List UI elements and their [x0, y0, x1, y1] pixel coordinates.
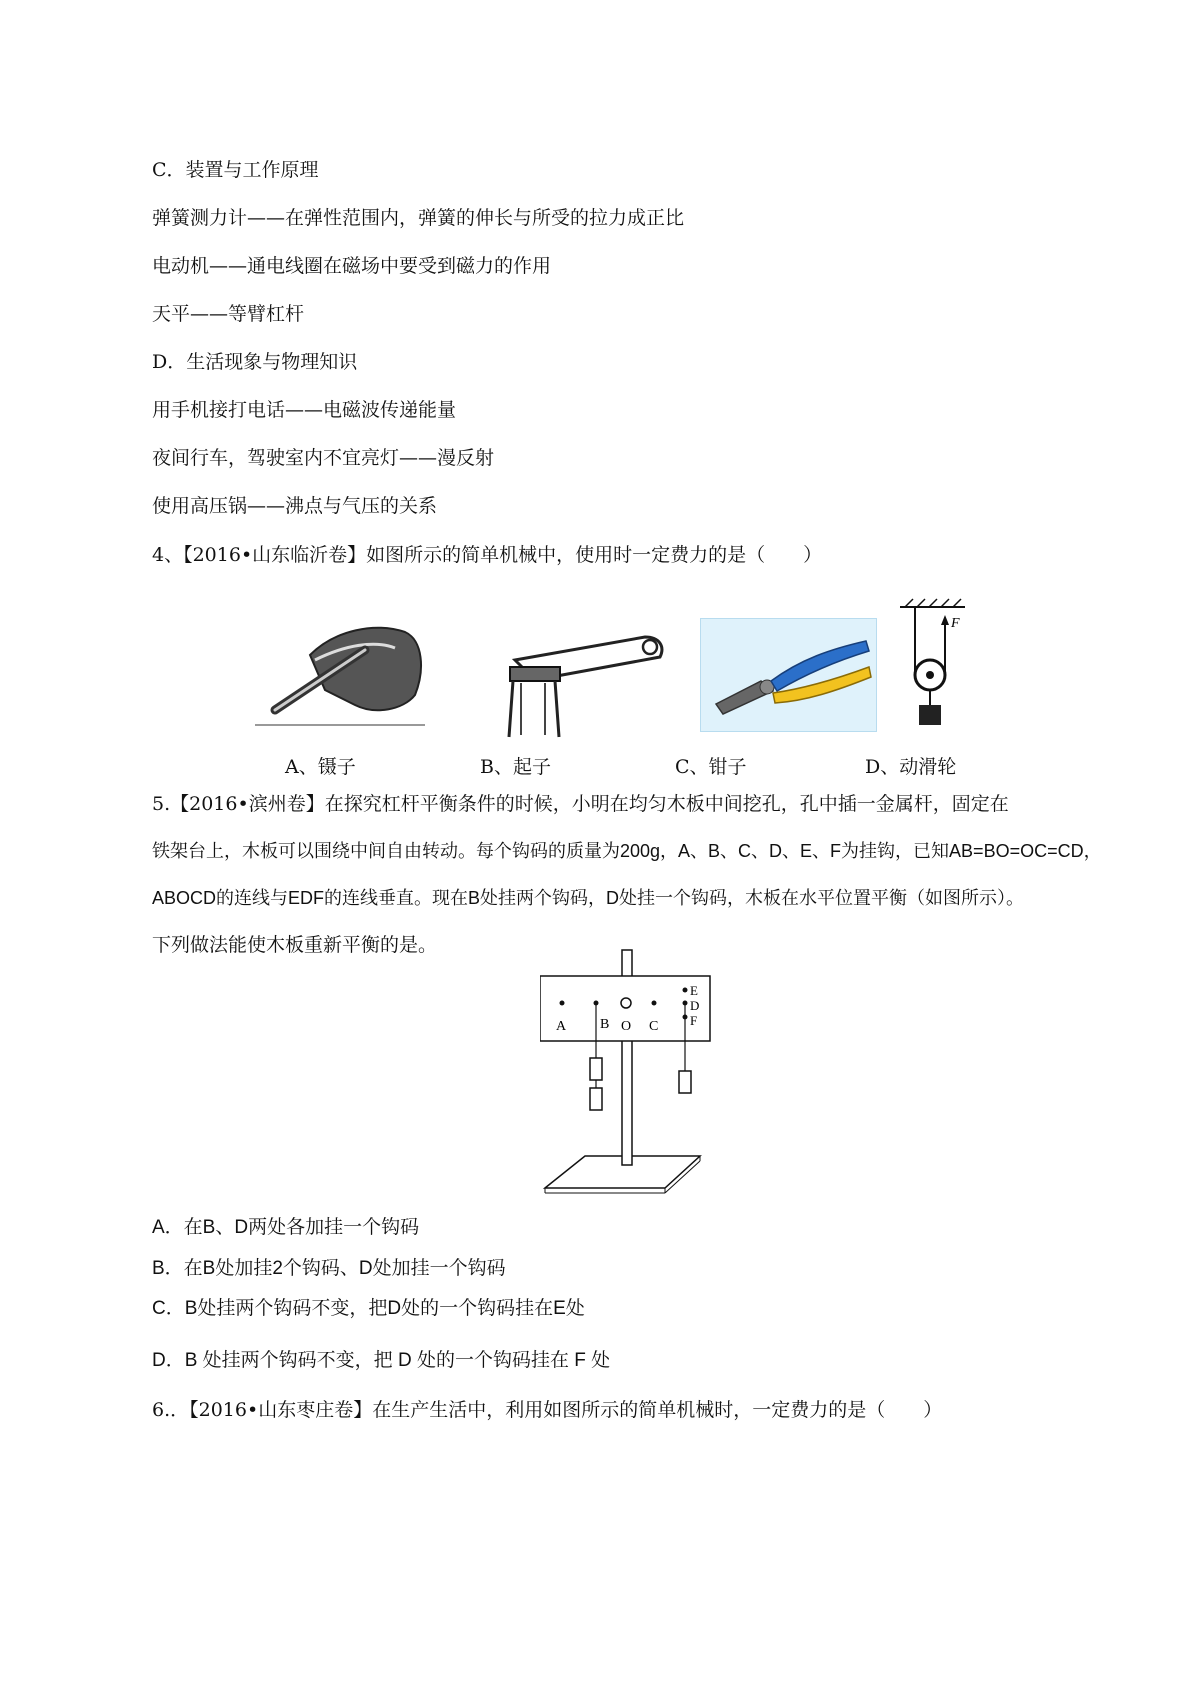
bottle-opener-image — [495, 625, 670, 740]
question-6-stem: 6.．【2016•山东枣庄卷】在生产生活中，利用如图所示的简单机械时，一定费力的是（ ） — [152, 1399, 943, 1421]
section-d-item: 用手机接打电话——电磁波传递能量 — [152, 399, 457, 421]
section-c-item: 天平——等臂杠杆 — [152, 303, 305, 325]
point-c-label: C — [649, 1019, 659, 1034]
question-5-stem-line: 下列做法能使木板重新平衡的是。 — [152, 934, 438, 956]
question-5-stem-line: 5.【2016•滨州卷】在探究杠杆平衡条件的时候，小明在均匀木板中间挖孔，孔中插一金属杆，固定在 — [152, 793, 1009, 815]
point-o-label: O — [621, 1019, 632, 1034]
section-d-heading: D．生活现象与物理知识 — [152, 351, 358, 373]
option-c-pliers: C、钳子 — [675, 756, 747, 778]
question-5-option-b: B．在B处加挂2个钩码、D处加挂一个钩码 — [152, 1258, 506, 1279]
pliers-image — [700, 618, 877, 732]
option-b-opener: B、起子 — [480, 756, 551, 778]
point-e-label: E — [690, 983, 698, 998]
question-5-option-a: A．在B、D两处各加挂一个钩码 — [152, 1217, 420, 1238]
section-d-item: 使用高压锅——沸点与气压的关系 — [152, 495, 438, 517]
question-4-stem: 4、【2016•山东临沂卷】如图所示的简单机械中，使用时一定费力的是（ ） — [152, 544, 823, 566]
tweezers-image — [255, 610, 425, 730]
option-a-tweezers: A、镊子 — [285, 756, 356, 778]
section-d-item: 夜间行车，驾驶室内不宜亮灯——漫反射 — [152, 447, 495, 469]
movable-pulley-image — [895, 595, 975, 730]
point-d-label: D — [690, 998, 700, 1013]
question-5-stem-line: ABOCD的连线与EDF的连线垂直。现在B处挂两个钩码，D处挂一个钩码，木板在水平位置平衡（如图所示）。 — [152, 888, 1025, 908]
point-a-label: A — [556, 1019, 567, 1034]
lever-apparatus-diagram — [540, 948, 730, 1198]
question-5-option-d: D．B 处挂两个钩码不变，把 D 处的一个钩码挂在 F 处 — [152, 1350, 611, 1371]
point-b-label: B — [600, 1017, 610, 1032]
section-c-heading: C．装置与工作原理 — [152, 159, 319, 181]
section-c-item: 电动机——通电线圈在磁场中要受到磁力的作用 — [152, 255, 552, 277]
pulley-force-label: F — [951, 616, 960, 631]
section-c-item: 弹簧测力计——在弹性范围内，弹簧的伸长与所受的拉力成正比 — [152, 207, 685, 229]
point-f-label: F — [690, 1013, 698, 1028]
option-d-pulley: D、动滑轮 — [865, 756, 957, 778]
question-5-stem-line: 铁架台上，木板可以围绕中间自由转动。每个钩码的质量为200g，A、B、C、D、E、F为挂钩，已知AB=BO=OC=CD， — [152, 841, 1102, 861]
question-5-option-c: C．B处挂两个钩码不变，把D处的一个钩码挂在E处 — [152, 1298, 585, 1319]
